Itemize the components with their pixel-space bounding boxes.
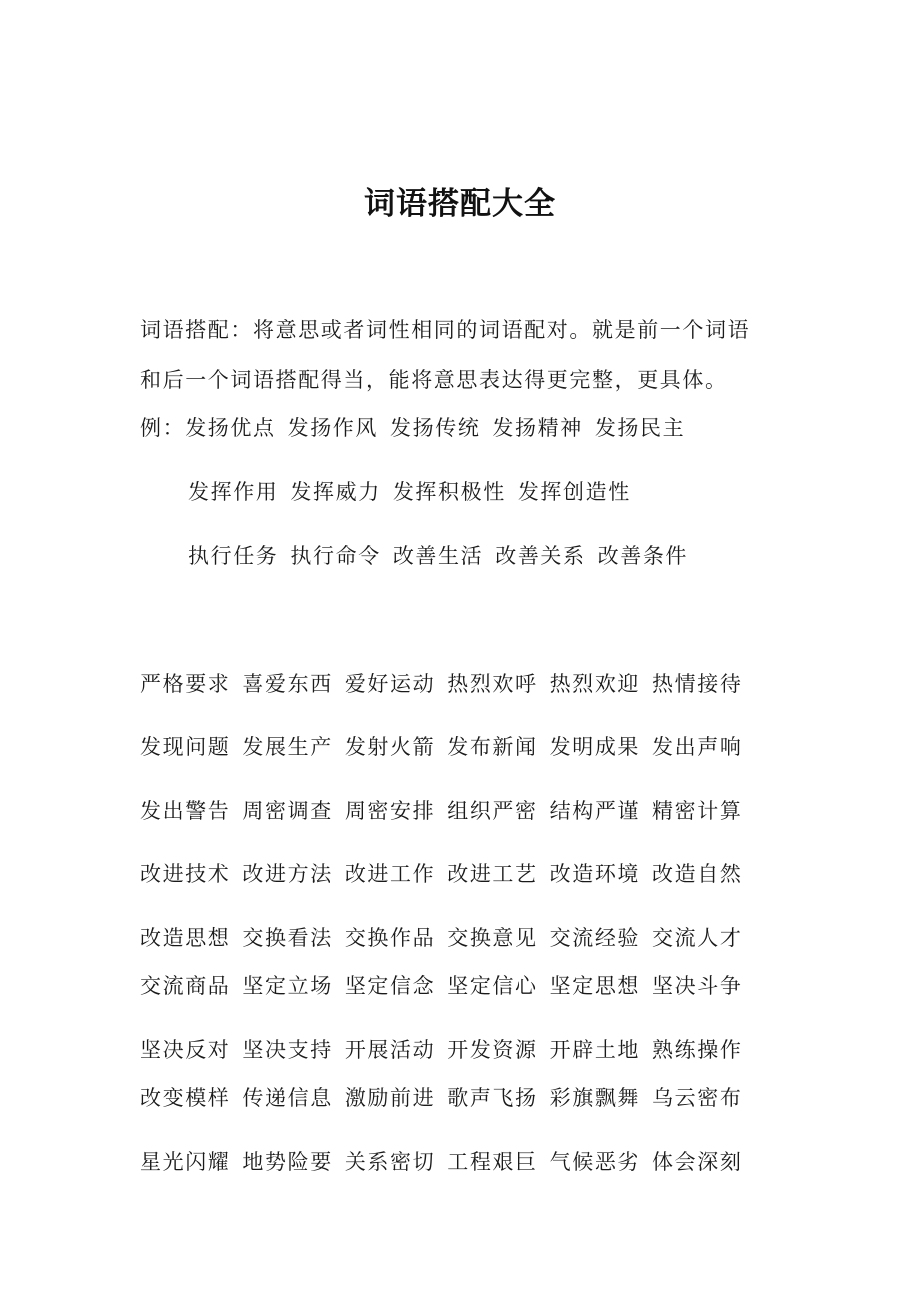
phrase: 传递信息: [242, 1086, 333, 1110]
phrase-row-1: [140, 668, 742, 698]
phrase: 爱好运动: [344, 672, 436, 696]
intro-line-2: 和后一个词语搭配得当，能将意思表达得更完整，更具体。: [140, 368, 728, 392]
phrase: 交流商品: [140, 974, 231, 998]
example-line-1: [140, 412, 685, 442]
phrase: 周密安排: [344, 799, 436, 823]
phrase: 体会深刻: [652, 1150, 743, 1174]
phrase: 发挥作用: [188, 480, 279, 504]
phrase: 坚决斗争: [652, 974, 743, 998]
phrase-row-9: [140, 1146, 742, 1176]
phrase: 发扬民主: [594, 416, 686, 440]
phrase: 彩旗飘舞: [549, 1086, 641, 1110]
example-line-2: [188, 476, 631, 506]
phrase: 组织严密: [447, 799, 538, 823]
phrase: 熟练操作: [652, 1038, 743, 1062]
phrase: 改善关系: [495, 544, 586, 568]
phrase: 执行任务: [188, 544, 279, 568]
phrase: 工程艰巨: [447, 1150, 538, 1174]
phrase: 发扬作风: [287, 416, 379, 440]
phrase: 开辟土地: [549, 1038, 641, 1062]
phrase: 发射火箭: [344, 735, 436, 759]
phrase: 开展活动: [344, 1038, 436, 1062]
phrase: 改进技术: [140, 862, 231, 886]
phrase: 改进工艺: [447, 862, 538, 886]
phrase-row-6: [140, 970, 742, 1000]
phrase: 坚决支持: [242, 1038, 333, 1062]
phrase: 坚定信心: [447, 974, 538, 998]
phrase-row-4: [140, 858, 742, 888]
phrase-row-3: [140, 795, 742, 825]
phrase: 发布新闻: [447, 735, 538, 759]
example-label: 例：: [140, 416, 186, 440]
phrase: 交流人才: [652, 926, 743, 950]
phrase: 改造思想: [140, 926, 231, 950]
phrase: 气候恶劣: [549, 1150, 641, 1174]
phrase: 开发资源: [447, 1038, 538, 1062]
phrase: 改善生活: [392, 544, 484, 568]
phrase: 交换看法: [242, 926, 333, 950]
phrase: 坚定思想: [549, 974, 641, 998]
phrase: 改造自然: [652, 862, 743, 886]
phrase: 乌云密布: [652, 1086, 743, 1110]
phrase: 热烈欢呼: [447, 672, 538, 696]
phrase: 执行命令: [290, 544, 381, 568]
phrase: 发挥创造性: [517, 480, 631, 504]
phrase: 交流经验: [549, 926, 641, 950]
phrase: 改进方法: [242, 862, 333, 886]
intro-line-1: 词语搭配：将意思或者词性相同的词语配对。就是前一个词语: [140, 318, 751, 342]
phrase: 发出声响: [652, 735, 743, 759]
phrase: 结构严谨: [549, 799, 641, 823]
phrase: 热情接待: [652, 672, 743, 696]
phrase: 改造环境: [549, 862, 641, 886]
phrase: 发扬优点: [185, 416, 276, 440]
phrase: 发明成果: [549, 735, 641, 759]
phrase-row-2: [140, 731, 742, 761]
phrase: 周密调查: [242, 799, 333, 823]
phrase: 地势险要: [242, 1150, 333, 1174]
phrase: 改善条件: [597, 544, 689, 568]
phrase: 改变模样: [140, 1086, 231, 1110]
phrase-row-5: [140, 922, 742, 952]
phrase: 发挥积极性: [392, 480, 506, 504]
phrase: 发扬精神: [492, 416, 583, 440]
phrase: 关系密切: [344, 1150, 436, 1174]
phrase: 精密计算: [652, 799, 743, 823]
phrase-row-7: [140, 1034, 742, 1064]
phrase: 热烈欢迎: [549, 672, 641, 696]
phrase: 改进工作: [344, 862, 436, 886]
phrase: 坚定信念: [344, 974, 436, 998]
phrase: 严格要求: [140, 672, 231, 696]
phrase: 发挥威力: [290, 480, 381, 504]
phrase: 激励前进: [344, 1086, 436, 1110]
phrase: 星光闪耀: [140, 1150, 231, 1174]
phrase: 坚决反对: [140, 1038, 231, 1062]
page-title: 词语搭配大全: [364, 186, 556, 222]
phrase: 交换作品: [344, 926, 436, 950]
phrase-row-8: [140, 1082, 742, 1112]
example-line-3: [188, 540, 688, 570]
phrase: 发展生产: [242, 735, 333, 759]
phrase: 发出警告: [140, 799, 231, 823]
phrase: 发扬传统: [390, 416, 481, 440]
phrase: 歌声飞扬: [447, 1086, 538, 1110]
phrase: 发现问题: [140, 735, 231, 759]
phrase: 交换意见: [447, 926, 538, 950]
phrase: 喜爱东西: [242, 672, 333, 696]
phrase: 坚定立场: [242, 974, 333, 998]
